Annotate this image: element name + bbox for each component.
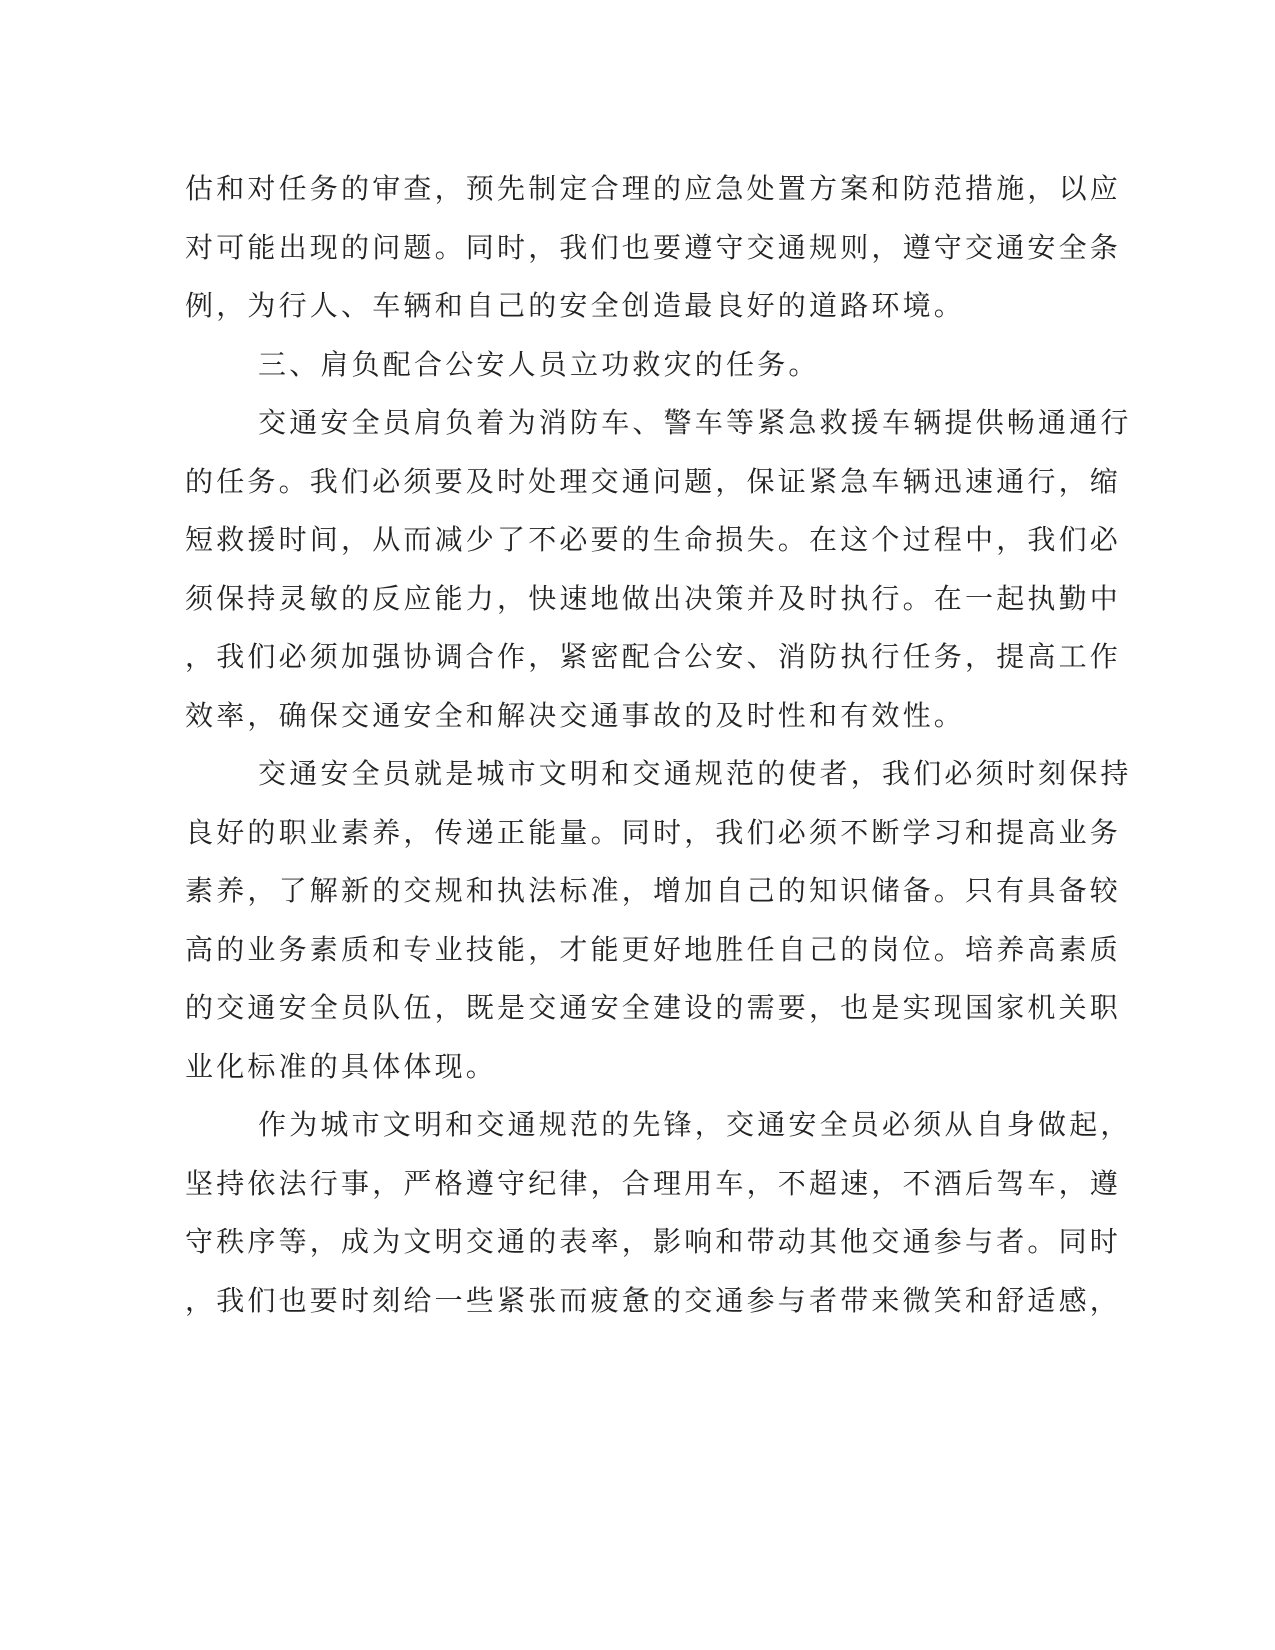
document-line: 交通安全员就是城市文明和交通规范的使者，我们必须时刻保持 xyxy=(258,757,1132,790)
document-line: 素养，了解新的交规和执法标准，增加自己的知识储备。只有具备较 xyxy=(185,874,1122,907)
document-body xyxy=(185,160,1132,1330)
document-line: ，我们必须加强协调合作，紧密配合公安、消防执行任务，提高工作 xyxy=(185,640,1122,673)
document-line: 须保持灵敏的反应能力，快速地做出决策并及时执行。在一起执勤中 xyxy=(185,581,1122,615)
document-line: 守秩序等，成为文明交通的表率，影响和带动其他交通参与者。同时 xyxy=(185,1225,1122,1258)
document-line: 的任务。我们必须要及时处理交通问题，保证紧急车辆迅速通行，缩 xyxy=(185,464,1122,498)
document-line: 良好的职业素养，传递正能量。同时，我们必须不断学习和提高业务 xyxy=(185,815,1122,849)
document-line: 高的业务素质和专业技能，才能更好地胜任自己的岗位。培养高素质 xyxy=(185,932,1122,966)
document-line: ，我们也要时刻给一些紧张而疲惫的交通参与者带来微笑和舒适感， xyxy=(185,1283,1122,1317)
document-line: 短救援时间，从而减少了不必要的生命损失。在这个过程中，我们必 xyxy=(185,523,1122,556)
document-line: 效率，确保交通安全和解决交通事故的及时性和有效性。 xyxy=(185,698,966,732)
document-line: 作为城市文明和交通规范的先锋，交通安全员必须从自身做起， xyxy=(258,1108,1132,1141)
document-line: 的交通安全员队伍，既是交通安全建设的需要，也是实现国家机关职 xyxy=(185,991,1122,1024)
document-line: 估和对任务的审查，预先制定合理的应急处置方案和防范措施，以应 xyxy=(185,172,1122,205)
document-line: 交通安全员肩负着为消防车、警车等紧急救援车辆提供畅通通行 xyxy=(258,406,1132,439)
document-line: 业化标准的具体体现。 xyxy=(185,1049,498,1083)
document-line: 坚持依法行事，严格遵守纪律，合理用车，不超速，不酒后驾车，遵 xyxy=(185,1166,1122,1200)
document-line: 对可能出现的问题。同时，我们也要遵守交通规则，遵守交通安全条 xyxy=(185,230,1122,264)
document-line: 例，为行人、车辆和自己的安全创造最良好的道路环境。 xyxy=(185,289,966,322)
document-line: 三、肩负配合公安人员立功救灾的任务。 xyxy=(258,347,820,381)
